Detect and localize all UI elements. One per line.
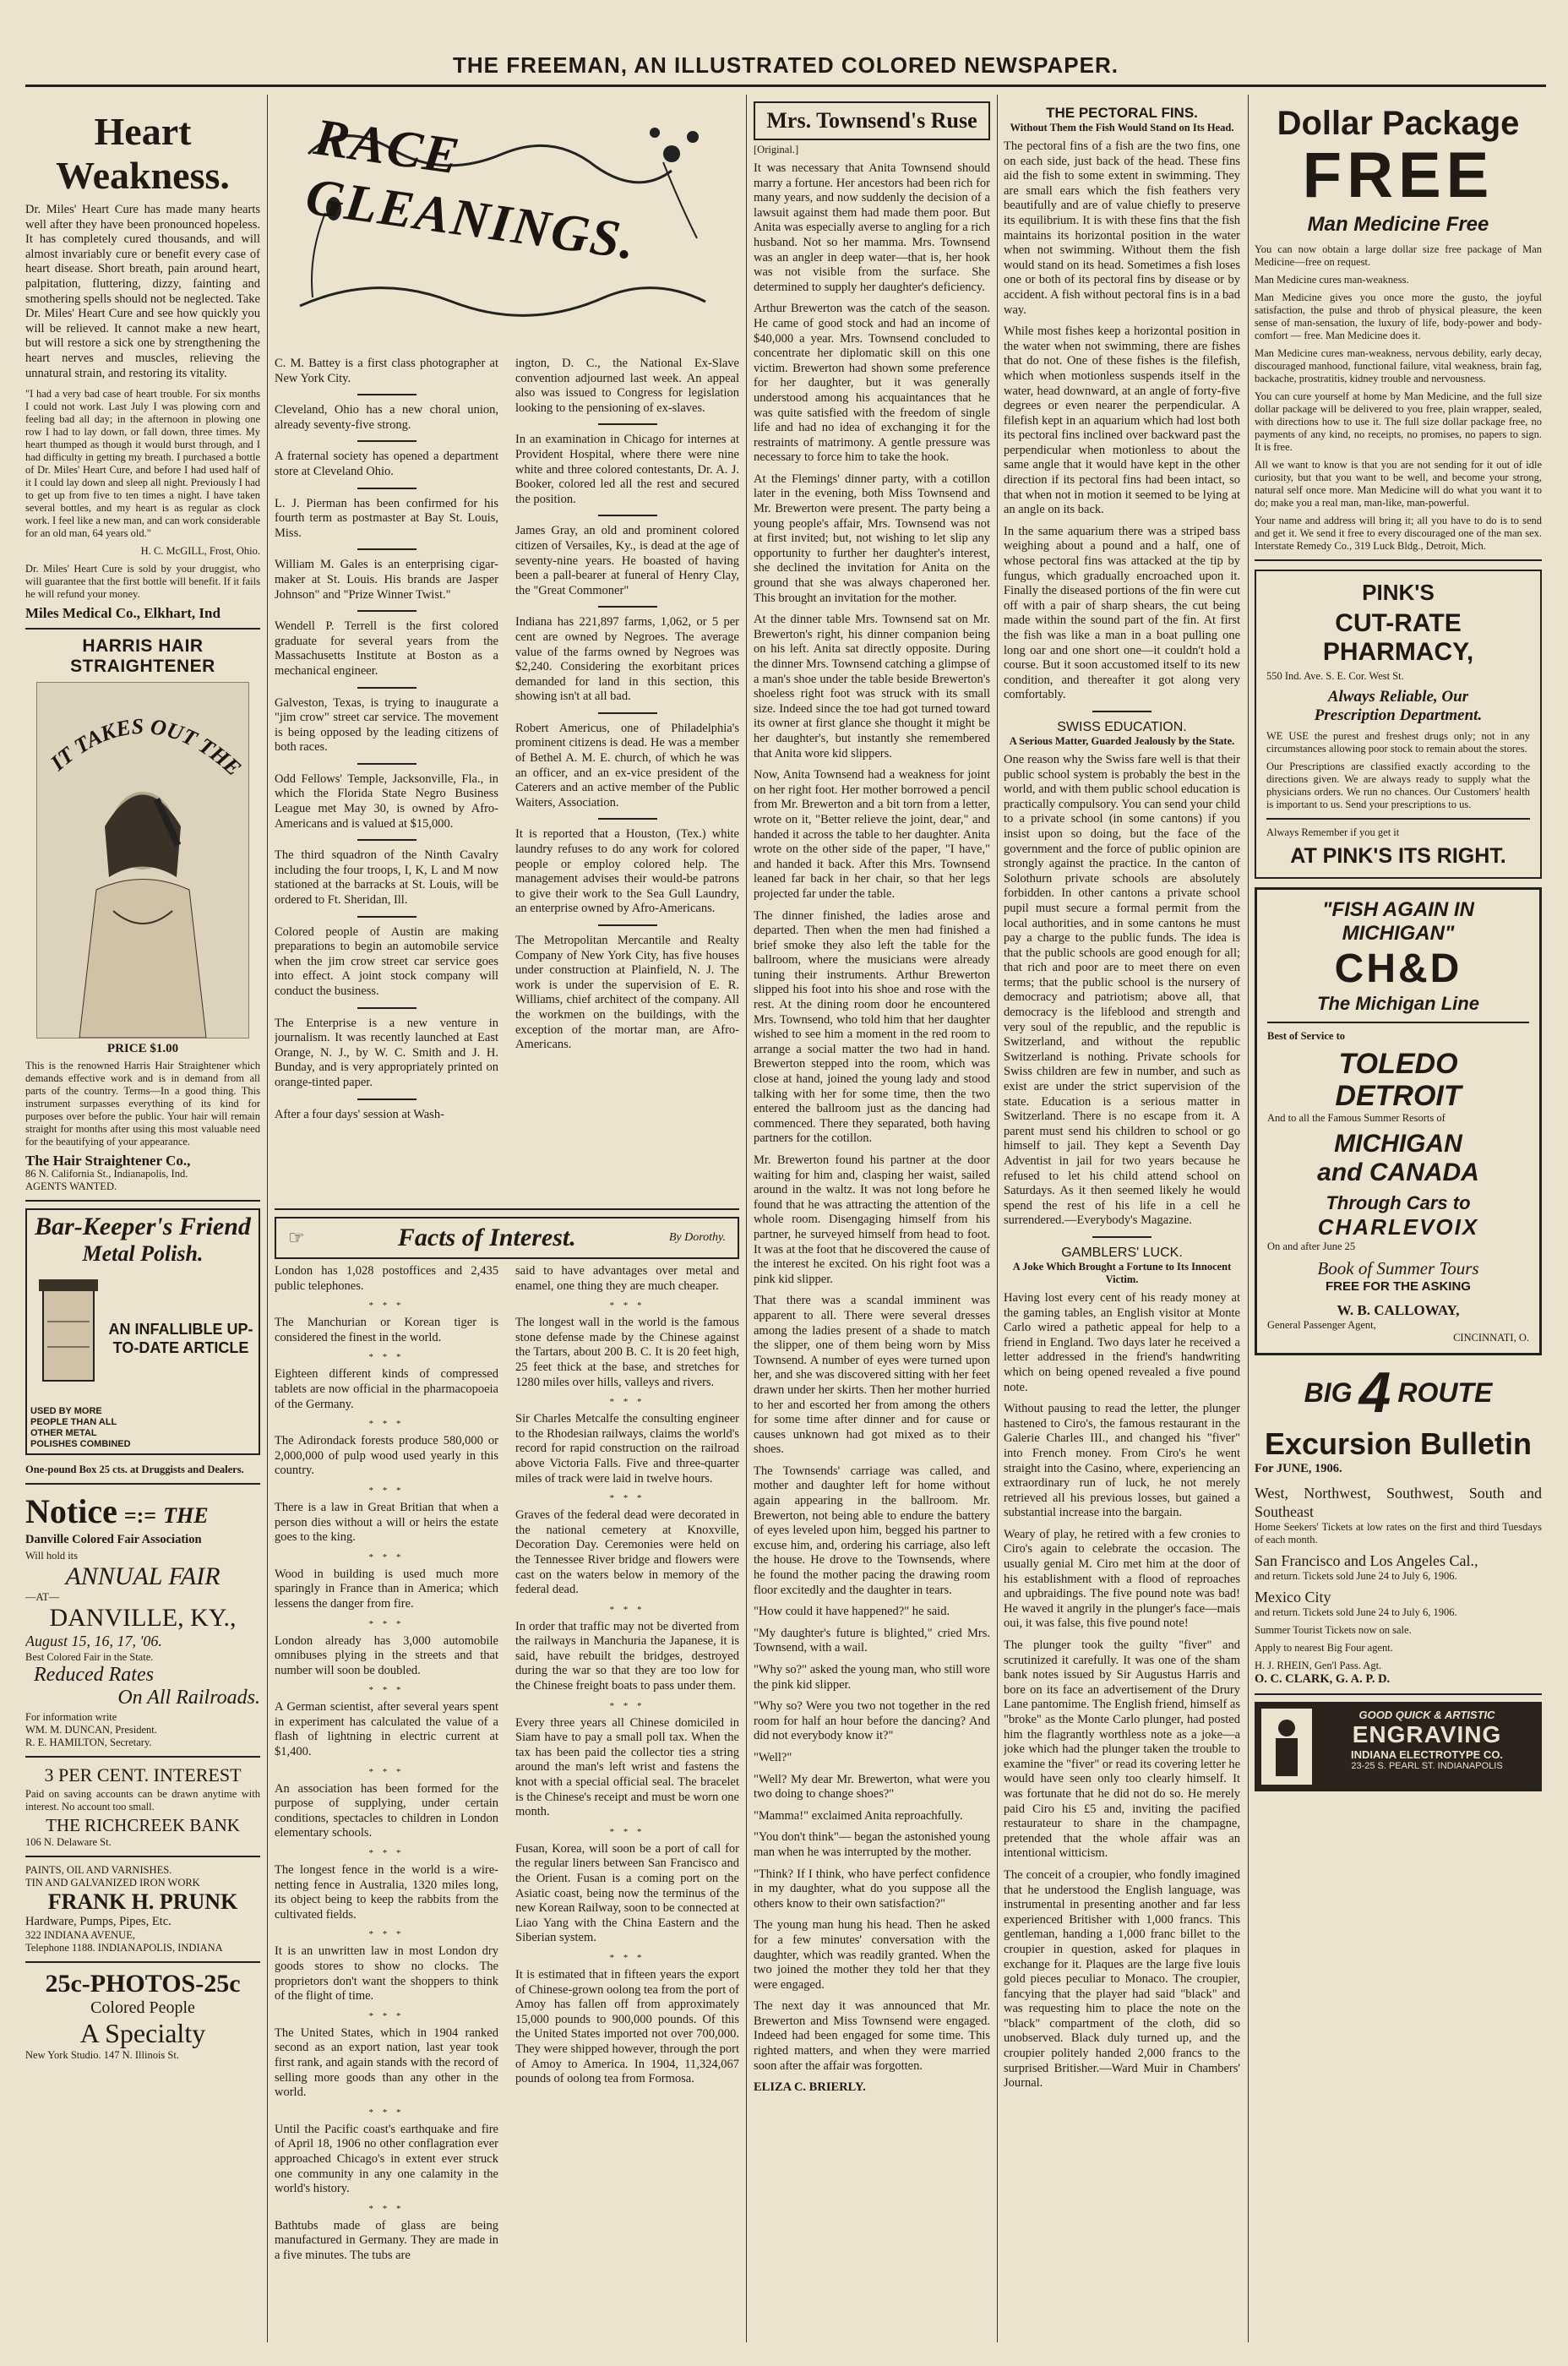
chd-after: On and after June 25 (1267, 1240, 1356, 1252)
story-paragraph: "Think? If I think, who have perfect confidence in my daughter, what do you suppose all the others know to their own satisfaction?" (754, 1867, 990, 1911)
fact-item: An association has been formed for the purpose of supplying, under certain conditions, spectacles to children in London elementary schools. (275, 1781, 498, 1840)
man-medicine-paragraph: Man Medicine cures man-weakness. (1255, 274, 1409, 286)
engraver-figure-icon (1261, 1709, 1312, 1785)
gleaning-item: The Enterprise is a new venture in journalism. It was recently launched at East Orange, N. J., by W. C. Smith and J. H. Bunday, and is very appropriately printed on orange-tinted paper. (275, 1016, 498, 1089)
notice-title: Notice (25, 1492, 117, 1531)
fact-item: A German scientist, after several years spent in experiment has calculated the value of a flash of lightning in electric current at $1,400. (275, 1700, 498, 1759)
gleaning-item: Cleveland, Ohio has a new choral union, already seventy-five strong. (275, 403, 498, 432)
fact-item: It is an unwritten law in most London dry goods stores to show no clocks. The proprietors don't want the shoppers to think of the flight of time. (275, 1944, 498, 2003)
gamblers-paragraph: The conceit of a croupier, who fondly imagined that he understood the English language, was instrumental in presenting another and far less experienced Britisher with 1,000 francs. This gentleman, handing a 1,000 franc billet to the croupier in question, asked for plaques in exchange for it. Plaques are the large five louis gold pieces peculiar to Monaco. The croupier, fancying that the player had said "black" and was requesting him to place the note on the "black" compartment of the cloth, did so unobserved. Black duly turned up, and the croupier politely handed 2,000 francs to the surprised Britisher.—Ward Muir in Chambers' Journal. (1004, 1867, 1240, 2091)
story-paragraph: "How could it have happened?" he said. (754, 1605, 950, 1619)
notice-best: Best Colored Fair in the State. (25, 1650, 154, 1663)
story-paragraph: The young man hung his head. Then he asked for a few minutes' conversation with the daughter, which was readily granted. When the two joined the mother they told her that they were engaged. (754, 1918, 990, 1992)
chd-charlevoix: CHARLEVOIX (1317, 1214, 1479, 1240)
swiss-paragraph: One reason why the Swiss fare well is that their public school system is probably the best in the world, and with them public school education is practically compulsory. You can send your child to a private school (in some cantons) if you insist upon so doing, but the face of the government and the force of public opinion are strongly against the practice. In the canton of Solothurn private schools are absolutely forbidden. In other cantons a private school pupil must secure a formal permit from the local authorities, and in some cantons he must pay a charge to the public funds. The idea is that the public schools are good enough for all; that rich and poor are to meet there on even terms; that the public school is the nursery of democracy and patriotism; above all, that democracy is the lifeblood and strength and very soul of the republic, and the republic is Switzerland, and without the republic Switzerland is nothing. Private schools for Swiss children are few in number, and such as exist are under the strict supervision of the state. Education is a serious matter in Switzerland. There is no escape from it. A parent must send his children to school or go himself to jail. They kept a Seventh Day Adventist in jail for two years because he refused to let his child attend school on Saturdays. As it then seemed likely he would spend the rest of his life in a cell he surrendered.—Everybody's Magazine. (1004, 752, 1240, 1228)
newspaper-page (25, 0, 1546, 2366)
story-paragraph: Arthur Brewerton was the catch of the season. He came of good stock and had an income of $40,000 a year. Mrs. Townsend concluded to concentrate her diplomatic skill on this one victim. Brewerton had shown some preference for her daughter, but it was generally understood among his acquaintances that he was quite satisfied with the freedom of single life and had no idea of exchanging it for the restraints of matrimony. A gentle pressure was necessary to force him to take the hook. (754, 302, 990, 465)
story-paragraph: "You don't think"— began the astonished young man when he was interrupted by the mother. (754, 1830, 990, 1859)
gleaning-item: It is reported that a Houston, (Tex.) white laundry refuses to do any work for colored people or employ colored help. The management advises their would-be patrons to give their work to the Sea Gull Laundry, an enterprise owned by Afro-Americans. (515, 827, 739, 916)
big-four-big: BIG (1304, 1377, 1353, 1408)
pinks-name: CUT-RATE PHARMACY, (1322, 609, 1474, 666)
fact-item: The longest wall in the world is the famous stone defense made by the Chinese against the Tartars, about 200 B. C. It is 20 feet high, 25 feet thick at the base, and stretches for 1280 miles over hills, valleys and rivers. (515, 1316, 739, 1389)
swiss-subtitle: A Serious Matter, Guarded Jealously by the State. (1009, 734, 1235, 747)
chd-free: FREE FOR THE ASKING (1326, 1279, 1471, 1294)
gleaning-item: In an examination in Chicago for internes at Provident Hospital, where there were nine white and three colored contestants, Dr. A. J. Booker, colored led all the rest and secured the position. (515, 433, 739, 506)
bank-name: THE RICHCREEK BANK (46, 1814, 240, 1835)
race-gleanings-right (515, 357, 739, 1060)
excursion-mexico: Mexico City (1255, 1588, 1331, 1606)
fact-item: Every three years all Chinese domiciled in Siam have to pay a small poll tax. When the tax has been paid the collector ties a string around the man's left wrist and fastens the knot with a special official seal. The bracelet is the Chinese's receipt and must be worn one month. (515, 1715, 739, 1819)
masthead: THE FREEMAN, AN ILLUSTRATED COLORED NEWSPAPER. (453, 52, 1119, 78)
story-paragraph: "Why so? Were you two not together in the red room for half an hour before the dancing? And did not everybody know it?" (754, 1699, 990, 1743)
heart-signature: H. C. McGILL, Frost, Ohio. (140, 545, 260, 558)
chd-book: Book of Summer Tours (1317, 1258, 1479, 1278)
prunk-address: 322 INDIANA AVENUE, (25, 1929, 135, 1942)
man-medicine-paragraph: Man Medicine cures man-weakness, nervous debility, early decay, discouraged manhood, functional failure, vital weakness, brain fag, backache, prostratitis, kidney trouble and nervousness. (1255, 347, 1542, 384)
bank-title: 3 PER CENT. INTEREST (44, 1764, 242, 1785)
fins-title: THE PECTORAL FINS. (1046, 105, 1198, 121)
gleaning-item: James Gray, an old and prominent colored citizen of Versailes, Ky., is dead at the age of seventy-nine years. He boasted of having been a pall-bearer at funeral of Henry Clay, the "Great Commoner" (515, 524, 739, 597)
big-four-route: ROUTE (1397, 1377, 1493, 1408)
barkeepers-side-text: USED BY MORE PEOPLE THAN ALL OTHER METAL POLISHES COMBINED (30, 1406, 131, 1450)
gleaning-item: ington, D. C., the National Ex-Slave convention adjourned last week. An appeal also was issued to Congress for legislation looking to the pensioning of ex-slaves. (515, 357, 739, 415)
fact-item: There is a law in Great Britian that when a person dies without a will or heirs the estate goes to the king. (275, 1500, 498, 1545)
chd-canada: and CANADA (1317, 1158, 1479, 1186)
gleaning-item: Odd Fellows' Temple, Jacksonville, Fla., in which the Florida State Negro Business League met May 30, is owned by Afro-Americans and is valued at $15,000. (275, 771, 498, 831)
chd-logo: CH&D (1334, 946, 1462, 991)
man-medicine-paragraph: You can now obtain a large dollar size free package of Man Medicine—free on request. (1255, 243, 1542, 268)
chd-through-cars: Through Cars to (1326, 1192, 1471, 1213)
column-ads-right (1255, 95, 1542, 2342)
facts-left: London has 1,028 postoffices and 2,435 public telephones. * * * The Manchurian or Korean tiger is considered the finest in the world. * * * Eighteen different kinds of compressed tablets are now official in the pharmacopoeia of the Germany. * * * The Adirondack forests produce 580,000 or 2,000,000 of pulp wood used yearly in this country. * * * There is a law in Great Britian that when a person dies without a will or heirs the estate goes to the king. * * * Wood in building is used much more sparingly in France than in America; which lessens the danger from fire. * * * London already has 3,000 automobile omnibuses plying in the streets and that number will soon be doubled. * * * A German scientist, after several years spent in experiment has calculated the value of a flash of lightning in electric current at $1,400. * * * An association has been formed for the purpose of supplying, under certain conditions, spectacles to children in London elementary schools. * * * The longest fence in the world is a wire-netting fence in Australia, 1320 miles long, its object being to keep the rabbits from the cultivated fields. * * * It is an unwritten law in most London dry goods stores to show no clocks. The proprietors don't want the shoppers to think of the flight of time. * * * The United States, which in 1904 ranked second as an export nation, last year took first rank, and again stands with the record of selling more goods than any other in the world. * * * Until the Pacific coast's earthquake and fire of April 18, 1906 no other conflagration ever approached Chicago's in extent ever struck one community in any one calamity in the world's history. * * * Bathtubs made of glass are being manufactured in Germany. They are made in a five minutes. The tubs are (275, 1264, 498, 2262)
pinks-remember: Always Remember if you get it (1266, 826, 1400, 838)
excursion-sf-note: and return. Tickets sold June 24 to July 6, 1906. (1255, 1569, 1457, 1582)
fins-paragraph: In the same aquarium there was a striped bass weighing about a pound and a half, one of whose pectoral fins was attacked at the tip by fungus, which gradually encroached upon it. Finally the diseased portions of the fin were cut off with a pair of sharp shears, the cut being made within the sound part of the fin. At first the fish was like a man in a boat pulling one long oar and one short one—it couldn't hold a course. But it soon accustomed itself to its new condition, and thereafter it got along very comfortably. (1004, 524, 1240, 702)
fact-item: said to have advantages over metal and enamel, one thing they are much cheaper. (515, 1264, 739, 1293)
story-paragraph: "Mamma!" exclaimed Anita reproachfully. (754, 1808, 963, 1823)
photos-specialty: A Specialty (79, 2018, 206, 2049)
gleaning-item: The third squadron of the Ninth Cavalry including the four troops, I, K, L and M now stationed at the barracks at St. Louis, will be ordered to Ft. Sheridan, Ill. (275, 848, 498, 908)
prunk-line1: PAINTS, OIL AND VARNISHES. (25, 1863, 172, 1876)
gleaning-item: Wendell P. Terrell is the first colored graduate for several years from the Massachusetts Institute at Boston as a mechanical engineer. (275, 619, 498, 678)
harris-title: HARRIS HAIR STRAIGHTENER (70, 635, 215, 676)
fact-item: In order that traffic may not be diverted from the railways in Manchuria the Japanese, it is said, have rebuilt the bridges, destroyed during the war so that they are too low for the Chinese freight boats to pass under them. (515, 1619, 739, 1693)
notice-will-hold: Will hold its (25, 1549, 78, 1562)
excursion-west: West, Northwest, Southwest, South and Southeast (1255, 1484, 1542, 1520)
story-paragraph: The next day it was announced that Mr. Brewerton and Miss Townsend were engaged. Indeed had been engaged for some time. This righted matters, and when they were married soon after the affair was forgotten. (754, 1999, 990, 2073)
story-paragraph: At the Flemings' dinner party, with a cotillon later in the evening, both Miss Townsend and Mr. Brewerton were present. The party being a young people's affair, Mrs. Townsend was not at first invited; but, not wishing to let slip any opportunity to further her daughter's interest, she declined the invitation for Anita on the ground that she was always chaperoned her. This brought an invitation for the mother. (754, 472, 990, 605)
masthead-rule (25, 84, 1546, 87)
column-rule (746, 95, 747, 2342)
race-gleanings-items (275, 357, 739, 1202)
pinks-its-right: AT PINK'S ITS RIGHT. (1290, 844, 1506, 868)
column-rule (267, 95, 268, 2342)
harris-company: The Hair Straightener Co., (25, 1152, 191, 1169)
gamblers-paragraph: The plunger took the guilty "fiver" and scrutinized it carefully. It was one of the sham bank notes issued by Sir Augustus Harris and bore on its face an advertisement of the Drury Lane pantomime. The English friend, himself as "broke" as the Monte Carlo plunger, had posted him the flagrantly worthless note as a joke—a joke which had the plunger taken the trouble to examine the "fiver" or read its covering letter he would have seen only too clearly himself. It was fortunate that he did not do so. He merely paid Ciro his £5 and, inviting the pacified restaurateur to share in the champagne, pretended that the whole affair was an intentional witticism. (1004, 1638, 1240, 1861)
notice-the: THE (163, 1503, 209, 1529)
fins-paragraph: While most fishes keep a horizontal position in the water when not swimming, there are fishes that do not. One of these fishes is the filefish, which when motionless suspends itself in the water, head downward, at an angle of forty-five degrees or even nearer the perpendicular. A filefish kept in an aquarium which had lost both its pectoral fins inclined over backward past the perpendicular when motionless to about the same angle that it would have kept in the other direction if its pectoral fins had been intact, so that when not in motion it seemed to be lying at an angle on its back. (1004, 324, 1240, 517)
story-paragraph: It was necessary that Anita Townsend should marry a fortune. Her ancestors had been rich for many years, and now suddenly the decision of a lawsuit against them had made them poor. But Anita was especially averse to angling for a rich husband. Not so her mamma. Mrs. Townsend was an angler in deep water—that is, her hook was not visible from the surface. She determined to supply her daughter's deficiency. (754, 161, 990, 294)
barkeepers-tag: AN INFALLIBLE UP-TO-DATE ARTICLE (108, 1321, 253, 1357)
excursion-for: For JUNE, 1906. (1255, 1462, 1342, 1475)
story-paragraph: The Townsends' carriage was called, and mother and daughter left for home without again appearing in the ballroom. Mr. Brewerton, not being able to endure the battery of eyes leveled upon him, begged his partner to excuse him, and, ordering his carriage, also left the house. He drove to the Townsends, where he found the mother pacing the drawing room floor excitedly and the daughter in tears. (754, 1464, 990, 1597)
pinks-prescriptions: Our Prescriptions are classified exactly according to the directions given. We are always ready to supply what the physicians orders. We run no chances. Our Customers' health is important to us. Send your prescriptions to us. (1266, 760, 1530, 810)
barkeepers-price: One-pound Box 25 cts. at Druggists and Dealers. (25, 1464, 244, 1476)
notice-secretary: R. E. HAMILTON, Secretary. (25, 1736, 152, 1748)
engraving-top: GOOD QUICK & ARTISTIC (1358, 1709, 1495, 1722)
bank-address: 106 N. Delaware St. (25, 1835, 112, 1848)
gamblers-title: GAMBLERS' LUCK. (1061, 1245, 1183, 1260)
dollar-package-free: FREE (1302, 139, 1494, 211)
big-four-number: 4 (1358, 1360, 1391, 1425)
excursion-summer: Summer Tourist Tickets now on sale. (1255, 1623, 1412, 1636)
chd-michigan-line: The Michigan Line (1317, 993, 1479, 1014)
dollar-package-title: Dollar Package (1277, 105, 1520, 142)
prunk-name: FRANK H. PRUNK (47, 1889, 238, 1914)
chd-best-service: Best of Service to (1267, 1030, 1345, 1042)
photos-title: 25c-PHOTOS-25c (45, 1970, 241, 1998)
column-story (754, 95, 990, 2342)
man-medicine-paragraph: All we want to know is that you are not sending for it out of idle curiosity, but that you want to be well, and become your strong, natural self once more. Man Medicine will do what you want it to do; make you a real man, man-like, man-powerful. (1255, 459, 1542, 509)
heart-weakness-title: Heart Weakness. (56, 110, 230, 197)
column-rule (997, 95, 998, 2342)
gamblers-subtitle: A Joke Which Brought a Fortune to Its Innocent Victim. (1012, 1260, 1232, 1285)
photos-address: New York Studio. 147 N. Illinois St. (25, 2049, 179, 2062)
excursion-agent: H. J. RHEIN, Gen'l Pass. Agt. (1255, 1659, 1382, 1671)
notice-association: Danville Colored Fair Association (25, 1533, 202, 1547)
gamblers-paragraph: Having lost every cent of his ready money at the gaming tables, an English visitor at Monte Carlo wired a pathetic appeal for help to a friend in England. Two days later he received a letter addressed in the friend's handwriting which on being opened revealed a five pound note. (1004, 1290, 1240, 1394)
man-medicine-subtitle: Man Medicine Free (1307, 213, 1489, 236)
race-gleanings-logo (275, 103, 739, 357)
pinks-use: WE USE the purest and freshest drugs only; not in any circumstances allowing poor stock to remain about the stores. (1266, 730, 1530, 755)
gleaning-item: A fraternal society has opened a department store at Cleveland Ohio. (275, 450, 498, 478)
story-paragraph: At the dinner table Mrs. Townsend sat on Mr. Brewerton's right, his dinner companion being on his left. Anita sat directly opposite. During the dinner Mrs. Townsend catching a glimpse of a man's shoe under the table beside Brewerton's shoeless right foot was struck with its small size. Indeed since the toe had got turned toward its owner at first glance she thought it might be her daughter's, but instantly she remembered that Anita wore kid slippers. (754, 613, 990, 760)
gamblers-paragraph: Weary of play, he retired with a few cronies to Ciro's again to celebrate the occasion. The usually genial M. Ciro met him at the door of his establishment with a flood of reproaches and upbraidings. The five pound note was bad! He waved it angrily in the plunger's face—mais oui, it was false, this five pound note! (1004, 1527, 1240, 1631)
chd-city: CINCINNATI, O. (1453, 1332, 1529, 1344)
engraving-ad (1255, 1702, 1542, 1791)
fact-item: The United States, which in 1904 ranked second as an export nation, last year took first rank, and again stands with the record of selling more goods than any other in the world. (275, 2025, 498, 2100)
fact-item: London already has 3,000 automobile omnibuses plying in the streets and that number will soon be doubled. (275, 1633, 498, 1677)
notice-dates: August 15, 16, 17, '06. (25, 1632, 162, 1649)
bank-body: Paid on saving accounts can be drawn anytime with interest. No account too small. (25, 1787, 260, 1813)
fact-item: Bathtubs made of glass are being manufactured in Germany. They are made in a five minutes. The tubs are (275, 2218, 498, 2262)
fact-item: The longest fence in the world is a wire-netting fence in Australia, 1320 miles long, its object being to keep the rabbits from the cultivated fields. (275, 1863, 498, 1922)
excursion-mexico-note: and return. Tickets sold June 24 to July 6, 1906. (1255, 1606, 1457, 1618)
column-rule (1248, 95, 1249, 2342)
pinks-reliable: Always Reliable, Our (1327, 688, 1469, 706)
harris-slogan: IT TAKES OUT THE (46, 713, 247, 781)
story-paragraph: "Well?" (754, 1750, 792, 1764)
notice-railroads: On All Railroads. (117, 1686, 260, 1709)
hair-straightener-illustration (36, 682, 249, 1039)
story-paragraph: That there was a scandal imminent was apparent to all. There were several dresses among the ladies present of a shade to match the slipper, one of them being worn by Miss Townsend. A number of eyes were turned upon her, and she was discovered sitting with her feet drawn under her skirts. Then her mother hurried to her and escorted her from among the others for some time after dinner and for cause or causes unknown had got mixed as to their shoes. (754, 1294, 990, 1457)
notice-header: Notice =:= THE (25, 1492, 209, 1531)
story-paragraph: The dinner finished, the ladies arose and departed. Then when the men had finished a brief smoke they also left the table for the ballroom, where the musicians were already tuning their instruments. Arthur Brewerton slipped his foot into his shoe and rose with the rest. At the dining room door he encountered Mrs. Townsend, who told him that her daughter wished to see him a moment in the red room to arrange a social matter the two had in hand. Brewerton stepped into the room, which was close at hand, joined the young lady and stood talking with her for some time, then the two entered the ballroom just as the dancing had commenced. There they separated, both having partners for the cotillon. (754, 908, 990, 1146)
man-medicine-paragraph: Your name and address will bring it; all you have to do is to send and get it. We send it free to every discouraged one of the man sex. Interstate Remedy Co., 319 Luck Bldg., Detroit, Mich. (1255, 515, 1542, 552)
barkeepers-title: Bar-Keeper's Friend (35, 1213, 251, 1241)
engraving-company: INDIANA ELECTROTYPE CO. (1350, 1748, 1504, 1762)
chd-fish-again: "FISH AGAIN IN MICHIGAN" (1322, 898, 1474, 945)
svg-text:IT TAKES OUT THE CURL. (37, 683, 246, 781)
fact-item: Wood in building is used much more sparingly in France than in America; which lessens the danger from fire. (275, 1567, 498, 1611)
story-paragraph: Mr. Brewerton found his partner at the door waiting for him and, clasping her waist, sailed around in the waltz. It was not long before he found that he was attracting the attention of the whole room. Disengaging himself from his partner, he surveyed himself from head to foot. It was at the foot that he discovered the cause of the interest he excited. On his right foot was a pink kid slipper. (754, 1153, 990, 1286)
fins-subtitle: Without Them the Fish Would Stand on Its Head. (1010, 122, 1234, 134)
facts-title: Facts of Interest. (397, 1224, 576, 1251)
story-title: Mrs. Townsend's Ruse (754, 101, 990, 140)
column-articles (1004, 95, 1240, 2342)
gleaning-item: William M. Gales is an enterprising cigar-maker at St. Louis. His brands are Jasper Johnson" and "Prize Winner Twist." (275, 558, 498, 602)
gamblers-paragraph: Without pausing to read the letter, the plunger hastened to Ciro's, the famous restaurant in the Galerie Charles III., and changed his "fiver" into French money. From Ciro's he went straight into the Casino, where, experiencing an extraordinary run of luck, he not merely retrieved all his previous losses, but gained a substantial increase into the bargain. (1004, 1402, 1240, 1520)
excursion-west-note: Home Seekers' Tickets at low rates on the first and third Tuesdays of each month. (1255, 1520, 1542, 1546)
prunk-telephone: Telephone 1188. INDIANAPOLIS, INDIANA (25, 1942, 223, 1954)
heart-testimonial: "I had a very bad case of heart trouble. For six months I could not work. Last July I was plowing corn and feeling bad all day; in the afternoon in plowing one row I had to lay down, or fall down, three times. My heart thumped as though it would burst through, and I had difficulty in getting my breath. I purchased a bottle of Dr. Miles' Heart Cure, and before I had used half of it I could lay down and sleep all night. Previously I had to get up from five to ten times a night. I have taken several bottles, and my heart is as regular as clock work. I feel like a new man, and can work considerable for an old man, 64 years old." (25, 388, 260, 540)
fact-item: Sir Charles Metcalfe the consulting engineer to the Rhodesian railways, claims the world's record for rapid construction on the railroad above Victoria Falls. Five and three-quarter miles of track were laid in twelve hours. (515, 1412, 739, 1486)
pointing-hand-icon: ☞ (288, 1227, 305, 1248)
harris-agents: AGENTS WANTED. (25, 1180, 117, 1193)
gleaning-item: Indiana has 221,897 farms, 1,062, or 5 per cent are owned by Negroes. The average value of the farms owned by Negroes was $2,240. Considering the exorbitant prices demanded for land in this section, this showing isn't at all bad. (515, 615, 739, 704)
gleaning-item: After a four days' session at Wash- (275, 1107, 444, 1121)
chd-michigan: MICHIGAN (1334, 1130, 1462, 1158)
facts-byline: By Dorothy. (668, 1231, 726, 1244)
fact-item: Graves of the federal dead were decorated in the national cemetery at Knoxville, Decoration Day. Ceremonies were held on the Tennessee River bridge and flowers were cast on the waters below in memory of the federal dead. (515, 1508, 739, 1597)
prunk-goods: Hardware, Pumps, Pipes, Etc. (25, 1914, 172, 1928)
gleaning-item: Galveston, Texas, is trying to inaugurate a "jim crow" street car service. The movement is being opposed by the leading citizens of both races. (275, 695, 498, 755)
excursion-title: Excursion Bulletin (1264, 1426, 1533, 1461)
pinks-department: Prescription Department. (1314, 706, 1483, 724)
pinks-pharmacy-ad (1255, 570, 1542, 879)
facts-items (275, 1264, 739, 2342)
gleaning-item: C. M. Battey is a first class photographer at New York City. (275, 357, 498, 385)
chd-railway-ad (1255, 887, 1542, 1355)
pinks-title: PINK'S (1362, 580, 1435, 605)
story-paragraph: "My daughter's future is blighted," cried Mrs. Townsend, with a wail. (754, 1626, 990, 1655)
pinks-address: 550 Ind. Ave. S. E. Cor. West St. (1266, 670, 1404, 682)
chd-resorts: And to all the Famous Summer Resorts of (1267, 1112, 1446, 1124)
gleaning-item: Colored people of Austin are making preparations to begin an automobile service when the jim crow street car service goes into effect. A joint stock company will conduct the business. (275, 924, 498, 998)
race-gleanings-left (275, 357, 498, 1129)
chd-agent-title: General Passenger Agent, (1267, 1319, 1376, 1331)
gleaning-item: L. J. Pierman has been confirmed for his fourth term as postmaster at Bay St. Louis, Miss. (275, 496, 498, 540)
swiss-title: SWISS EDUCATION. (1057, 719, 1187, 734)
notice-at: —AT— (25, 1590, 60, 1603)
fact-item: Until the Pacific coast's earthquake and fire of April 18, 1906 no other conflagration ever approached Chicago's in extent ever struck one community in any one calamity in the world's history. (275, 2122, 498, 2196)
fact-item: Eighteen different kinds of compressed tablets are now official in the pharmacopoeia of the Germany. (275, 1367, 498, 1411)
photos-subtitle: Colored People (90, 1998, 195, 2018)
man-medicine-paragraph: Man Medicine gives you once more the gusto, the joyful satisfaction, the pulse and throb of physical pleasure, the keen sense of man-sensation, the luxury of life, body-power and body-comfort — free. Man Medicine does it. (1255, 292, 1542, 341)
engraving-address: 23-25 S. PEARL ST. INDIANAPOLIS (1351, 1761, 1503, 1772)
excursion-san-francisco: San Francisco and Los Angeles Cal., (1255, 1551, 1478, 1569)
engraving-main: ENGRAVING (1352, 1721, 1502, 1748)
column-race-gleanings (275, 95, 739, 2342)
fact-item: The Adirondack forests produce 580,000 or 2,000,000 of pulp wood used yearly in this country. (275, 1434, 498, 1478)
notice-president: WM. M. DUNCAN, President. (25, 1723, 157, 1736)
barkeepers-subtitle: Metal Polish. (82, 1241, 204, 1267)
chd-agent: W. B. CALLOWAY, (1337, 1302, 1460, 1318)
heart-guarantee: Dr. Miles' Heart Cure is sold by your druggist, who will guarantee that the first bottle will benefit. If it fails he will refund your money. (25, 563, 260, 601)
story-original: [Original.] (754, 144, 799, 155)
fact-item: It is estimated that in fifteen years the export of Chinese-grown oolong tea from the port of Amoy has fallen off from approximately 15,000 pounds to 900,000 pounds. Of this the United States imported not over 700,000. They were shipped however, through the port of Amoy to America. In 1904, 11,324,067 pounds of oolong tea from Formosa. (515, 1967, 739, 2086)
gleaning-item: The Metropolitan Mercantile and Realty Company of New York City, has five houses under construction at Plainfield, N. J. The work is under the supervision of E. R. Williams, chief architect of the company. All the workmen on the buildings, with the exception of the mortar man, are Afro-Americans. (515, 934, 739, 1052)
column-ads-left (25, 95, 260, 2342)
fact-item: London has 1,028 postoffices and 2,435 public telephones. (275, 1264, 498, 1293)
notice-info: For information write (25, 1710, 117, 1723)
story-author: ELIZA C. BRIERLY. (754, 2080, 866, 2095)
barkeepers-friend-ad (25, 1208, 260, 1455)
chd-detroit: DETROIT (1335, 1080, 1462, 1112)
excursion-agent2: O. C. CLARK, G. A. P. D. (1255, 1671, 1391, 1686)
man-medicine-paragraph: You can cure yourself at home by Man Medicine, and the full size dollar package will be delivered to you free, plain wrapper, sealed, with directions how to use it. The full size dollar package free, no payments of any kind, no receipts, no promises, no papers to sign. It is free. (1255, 390, 1542, 453)
notice-annual-fair: ANNUAL FAIR (65, 1562, 220, 1590)
chd-toledo: TOLEDO (1338, 1048, 1458, 1080)
story-paragraph: Now, Anita Townsend had a weakness for joint on her right foot. Her mother borrowed a pencil from Mr. Brewerton and a bit torn from a letter, wrote on it, "Better relieve the joint, dear," and handed it across the table to her daughter. Anita wrote on the other side of the paper, "I have," and handed it back. After this Mrs. Townsend leaned far back in her chair, so that her legs projected far under the table. (754, 768, 990, 901)
heart-company: Miles Medical Co., Elkhart, Ind (25, 605, 220, 622)
prunk-line2: TIN AND GALVANIZED IRON WORK (25, 1876, 200, 1889)
story-paragraph: "Why so?" asked the young man, who still wore the pink kid slipper. (754, 1663, 990, 1692)
harris-body: This is the renowned Harris Hair Straightener which demands effective work and is in demand from all parts of the country. Terms—In a good thing. This instrument surpasses everything of its kind for purposes over before the public. Your hair will remain straight for months after using this most valuable need for the beautifying of your appearance. (25, 1059, 260, 1148)
harris-address: 86 N. California St., Indianapolis, Ind. (25, 1168, 188, 1180)
story-paragraph: "Well? My dear Mr. Brewerton, what were you two doing to change shoes?" (754, 1772, 990, 1802)
notice-reduced: Reduced Rates (34, 1663, 154, 1686)
gleaning-item: Robert Americus, one of Philadelphia's prominent citizens is dead. He was a member of Bethel A. M. E. church, of which he was an officer, and an ex-vice president of the Caterers and an active member of the Public Waiters, Association. (515, 721, 739, 810)
fact-item: The Manchurian or Korean tiger is considered the finest in the world. (275, 1316, 498, 1344)
excursion-apply: Apply to nearest Big Four agent. (1255, 1641, 1393, 1654)
harris-price: PRICE $1.00 (106, 1041, 179, 1055)
polish-can-illustration (30, 1271, 106, 1406)
fins-paragraph: The pectoral fins of a fish are the two fins, one on each side, just back of the head. These fins aid the fish to some extent in swimming. They are small ears which the fish feathers very beautifully and are of value chiefly to preserve its equilibrium. It is with these fins that the fish maintains its horizontal position in the water when not swimming. Without them the fish would stand on its head. Sometimes a fish loses one or both of its pectoral fins by disease or by accident. A fish without pectoral fins is in a bad way. (1004, 139, 1240, 317)
race-gleanings-title: RACE GLEANINGS. (302, 108, 640, 271)
heart-weakness-body: Dr. Miles' Heart Cure has made many hearts well after they have been pronounced hopeless. It has completely cured thousands, and will almost invariably cure or benefit every case of heart disease. Short breath, pain around heart, palpitation, fluttering, dizzy, fainting and smothering spells should not be neglected. Take Dr. Miles' Heart Cure and see how quickly you will be relieved. It cannot make a new heart, but will restore a sick one by strengthening the heart nerves and muscles, relieving the unnatural strain, and restoring its vitality. (25, 203, 260, 380)
notice-city: DANVILLE, KY., (49, 1603, 237, 1632)
facts-right: said to have advantages over metal and enamel, one thing they are much cheaper. * * * The longest wall in the world is the famous stone defense made by the Chinese against the Tartars, about 200 B. C. It is 20 feet high, 25 feet thick at the base, and stretches for 1280 miles over hills, valleys and rivers. * * * Sir Charles Metcalfe the consulting engineer to the Rhodesian railways, claims the world's record for rapid construction on the railroad above Victoria Falls. Five and three-quarter miles of track were laid in twelve hours. * * * Graves of the federal dead were decorated in the national cemetery at Knoxville, Decoration Day. Ceremonies were held on the Tennessee River bridge and flowers were cast on the waters below in memory of the federal dead. * * * In order that traffic may not be diverted from the railways in Manchuria the Japanese, it is said, have rebuilt the bridges, destroyed during the war so that they are too low for the Chinese freight boats to pass under them. * * * Every three years all Chinese domiciled in Siam have to pay a small poll tax. When the tax has been paid the collector ties a string around the man's left wrist and fastens the knot with a special official seal. The bracelet is the Chinese's receipt and must be worn one month. * * * Fusan, Korea, will soon be a port of call for the regular liners between San Francisco and the Orient. Fusan is a coming port on the Asiatic coast, being now the terminus of the new Korean Railway, soon to be connected at Liao Yang with the China Eastern and the Siberian system. * * * It is estimated that in fifteen years the export of Chinese-grown oolong tea from the port of Amoy has fallen off from approximately 15,000 pounds to 900,000 pounds. Of this the United States imported not over 700,000. They were shipped however, through the port of Amoy to America. In 1904, 11,324,067 pounds of oolong tea from Formosa. (515, 1264, 739, 2086)
facts-header (275, 1217, 739, 1259)
fact-item: Fusan, Korea, will soon be a port of call for the regular liners between San Francisco and the Orient. Fusan is a coming port on the Asiatic coast, being now the terminus of the new Korean Railway, soon to be connected at Liao Yang with the China Eastern and the Siberian system. (515, 1841, 739, 1945)
big-four-logo (1255, 1360, 1542, 1425)
